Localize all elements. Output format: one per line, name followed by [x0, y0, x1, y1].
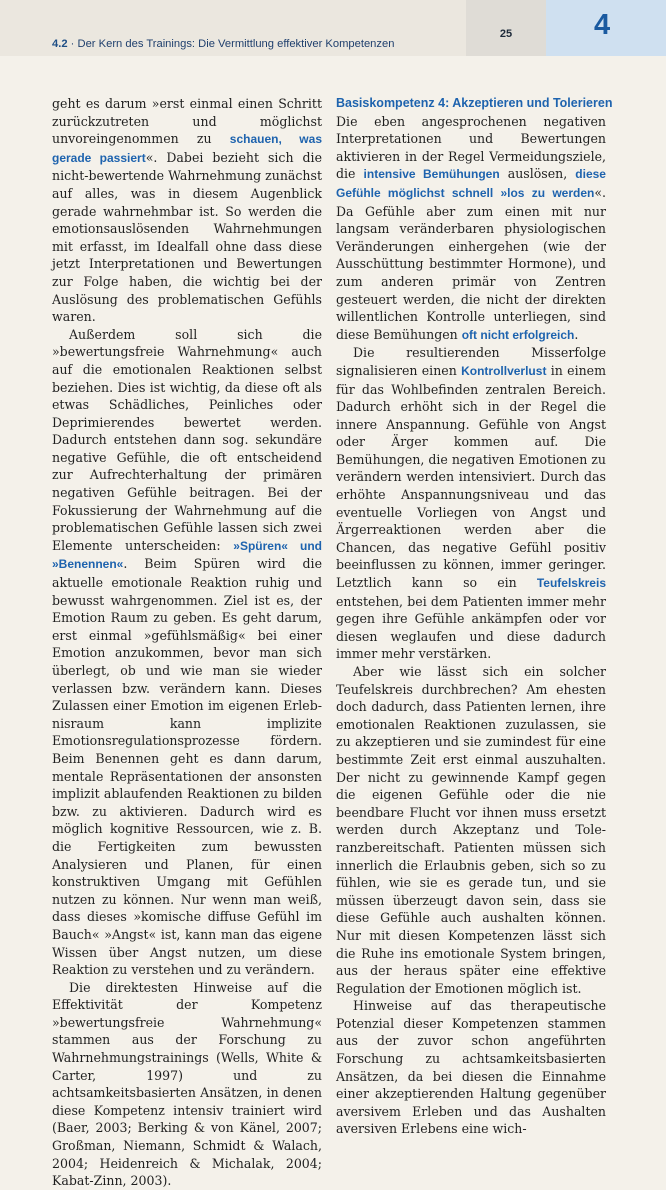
section-number: 4.2 [52, 38, 68, 50]
chapter-number: 4 [594, 9, 611, 41]
highlight-term: intensive Bemühungen [363, 167, 500, 182]
text-run: . [574, 326, 579, 342]
chapter-tab [546, 0, 666, 56]
paragraph: Aber wie lässt sich ein solcher Teufelskreis durchbrechen? Am ehesten doch dadurch, dass Patienten lernen, ihre emotionalen Reaktionen zuzulassen, sie zu akzeptieren und sie zumindest für eine bestimmte Zeit erst einmal auszuhalten. Der nicht zu gewinnende Kampf gegen die eigenen Gefühle oder die nie beendbare Flucht vor ihnen muss ersetzt werden durch Akzeptanz und Toleranzbereitschaft. Patienten müssen sich innerlich die Erlaubnis geben, sich so zu fühlen, wie sie es gerade tun, und sie müssen überzeugt davon sein, dass sie diese Gefühle auch aushalten können. Nur mit diesen Kompetenzen lässt sich die Ruhe ins emotionale System bringen, aus der heraus später eine effektive Regulation der Emotionen möglich ist. [336, 664, 606, 996]
highlight-term: »Spüren« und »Benennen« [52, 538, 322, 572]
section-title: · Der Kern des Trainings: Die Vermittlung effektiver Kompetenzen [70, 38, 395, 50]
text-run: Die resultierenden Misserfolge signalisieren einen [336, 345, 606, 378]
running-header [0, 0, 666, 56]
text-run: «. Dabei bezieht sich die nicht-bewertende Wahrnehmung zunächst auf alles, was in diesem Augenblick gerade wahrnehmbar ist. So werden die emotionsauslösenden Wahrnehmungen mit erfasst, im Idealfall ohne dass diese jetzt Interpretationen und Bewertungen zur Folge haben, die wichtig bei der Auslösung des problematischen Gefühls waren. [52, 149, 322, 325]
text-run: geht es darum »erst einmal einen Schritt zurückzutreten und möglichst unvoreingenommen zu [52, 96, 322, 147]
text-run: . Beim Spüren wird die aktuelle emotionale Reaktion ruhig und bewusst wahrgenommen. Ziel ist es, der Emotion Raum zu geben. Es geht darum, erst einmal »gefühlsmäßig« bei einer Emotion anzukommen, bevor man sich überlegt, ob und wie man sie wieder verlassen bzw. verändern kann. Dieses Zulassen einer Emotion im eigenen Erlebnisraum kann implizite Emotionsregulationsprozesse fördern. Beim Benennen geht es dann darum, mentale Repräsentationen der ansonsten implizit ablaufenden Reaktionen zu bilden bzw. zu aktivieren. Dadurch wird es möglich kognitive Ressourcen, wie z. B. die Fertigkeiten zum bewussten Analysieren und Planen, für einen konstruktiven Umgang mit Gefühlen nutzen zu können. Nur wenn man weiß, dass dieses »komische diffuse Gefühl im Bauch« »Angst« ist, kann man das eigene Wissen über Angst nutzen, um diese Reaktion zu verstehen und zu verändern. [52, 556, 322, 978]
highlight-term: oft nicht erfolgreich [461, 327, 575, 342]
text-run: Die eben angesprochenen negativen Interpretationen und Bewertungen aktivieren in der Regel Vermeidungsziele, die [336, 113, 606, 182]
paragraph [336, 113, 606, 345]
paragraph: Die direktesten Hinweise auf die Effektivität der Kompetenz »bewertungsfreie Wahrnehmung« stammen aus der Forschung zu Wahrnehmungstrainings (Wells, White & Carter, 1997) und zu achtsamkeitsbasierten Ansätzen, in denen diese Kompetenz intensiv trainiert wird (Baer, 2003; Berking & von Känel, 2007; Großman, Niemann, Schmidt & Walach, 2004; Heidenreich & Michalak, 2004; Kabat-Zinn, 2003). [52, 979, 322, 1189]
running-header-title [52, 38, 394, 50]
paragraph [52, 95, 322, 326]
text-run: «. Da Gefühle aber zum einen mit nur langsam veränderbaren physiologischen Veränderungen einhergehen (wie der Ausschüttung bestimmter Hormone), und zum anderen primär von Zentren gesteuert werden, die nicht der direkten willentlichen Kontrolle unterliegen, sind diese Bemühungen [336, 184, 606, 342]
highlight-term: Teufelskreis [536, 576, 606, 591]
paragraph [336, 344, 606, 663]
subheading: Basiskompetenz 4: Akzeptieren und Tolerieren [336, 96, 613, 110]
text-run: entstehen, bei dem Patienten immer mehr gegen ihre Gefühle ankämpfen oder vor diesen weglaufen und diese dadurch immer mehr verstärken. [336, 593, 606, 662]
highlight-term: diese Gefühle möglichst schnell »los zu werden [336, 167, 606, 200]
highlight-term: Kontrollverlust [461, 363, 547, 378]
page-number: 25 [499, 28, 513, 40]
highlight-term: schauen, was gerade passiert [52, 132, 322, 165]
right-column [336, 95, 613, 1138]
paragraph: Hinweise auf das therapeutische Potenzial dieser Kompetenzen stammen aus der zuvor schon angeführten Forschung zu achtsamkeitsbasierten Ansätzen, da bei diesen die Einnahme einer akzeptierenden Haltung gegenüber aversivem Erleben und das Aushalten aversiven Erlebens eine wich- [336, 998, 606, 1137]
text-run: auslösen, [499, 166, 576, 182]
text-run: in einem für das Wohlbefinden zentralen Bereich. Dadurch erhöht sich in der Regel die innere Anspannung. Gefühle von Angst oder Ärger kommen auf. Die Bemühungen, die negativen Emotionen zu verändern werden intensiviert. Durch das erhöhte Anspannungsniveau und das eventuelle Vorliegen von Angst und Ärgerreaktionen werden aber die Chancen, das negative Gefühl positiv beeinflussen zu können, immer geringer. Letztlich kann so ein [336, 362, 606, 591]
page-number-box [466, 0, 546, 56]
left-column [52, 95, 322, 1190]
paragraph [52, 326, 322, 979]
text-run: Außerdem soll sich die »bewertungsfreie Wahrnehmung« auch auf die emotionalen Reaktionen selbst beziehen. Dies ist wichtig, da diese oft als etwas Schädliches, Peinliches oder Deprimierendes bewertet werden. Dadurch entstehen dann sog. sekundäre negative Gefühle, die oft entscheidend zur Aufrechterhaltung der primären negativen Gefühle beitragen. Bei der Fokussierung der Wahrnehmung auf die problematischen Gefühle lassen sich zwei Elemente unterscheiden: [52, 326, 322, 553]
